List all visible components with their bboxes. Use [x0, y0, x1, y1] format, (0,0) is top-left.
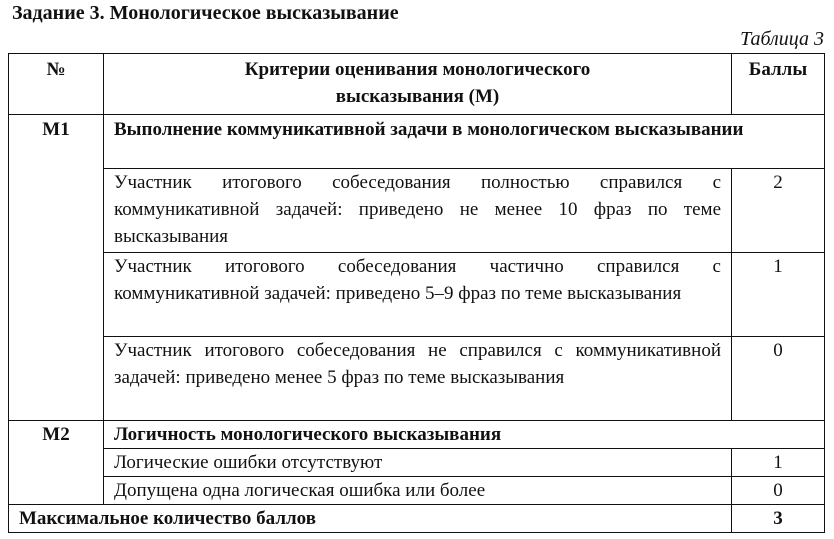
criterion-text: Участник итогового собеседования частично справился с коммуникативной задачей: приведено 5–9 фраз по теме высказывания — [104, 253, 732, 337]
section-title: Логичность монологического высказывания — [104, 421, 825, 449]
criterion-text: Участник итогового собеседования полностью справился с коммуникативной задачей: приведено не менее 10 фраз по теме высказывания — [104, 169, 732, 253]
criterion-score: 2 — [732, 169, 825, 253]
section-title: Выполнение коммуникативной задачи в монологическом высказывании — [104, 115, 825, 169]
header-number: № — [9, 54, 104, 115]
total-label: Максимальное количество баллов — [9, 505, 732, 533]
table-row — [9, 253, 825, 337]
total-score: 3 — [732, 505, 825, 533]
criterion-score: 1 — [732, 253, 825, 337]
header-criteria: Критерии оценивания монологического высказывания (М) — [104, 54, 732, 115]
section-row-m2 — [9, 421, 825, 449]
table-header-row — [9, 54, 825, 115]
task-heading: Задание 3. Монологическое высказывание — [12, 2, 399, 24]
table-row — [9, 449, 825, 477]
table-row — [9, 169, 825, 253]
table-row — [9, 477, 825, 505]
criterion-score: 1 — [732, 449, 825, 477]
criterion-text: Логические ошибки отсутствуют — [104, 449, 732, 477]
criterion-text: Участник итогового собеседования не справился с коммуникативной задачей: приведено менее 5 фраз по теме высказывания — [104, 337, 732, 421]
table-row — [9, 337, 825, 421]
table-label: Таблица 3 — [740, 28, 824, 50]
section-row-m1 — [9, 115, 825, 169]
criterion-score: 0 — [732, 477, 825, 505]
header-score: Баллы — [732, 54, 825, 115]
total-row — [9, 505, 825, 533]
section-id: М1 — [9, 115, 104, 421]
section-id: М2 — [9, 421, 104, 505]
criterion-score: 0 — [732, 337, 825, 421]
criteria-table — [8, 53, 825, 533]
criterion-text: Допущена одна логическая ошибка или более — [104, 477, 732, 505]
